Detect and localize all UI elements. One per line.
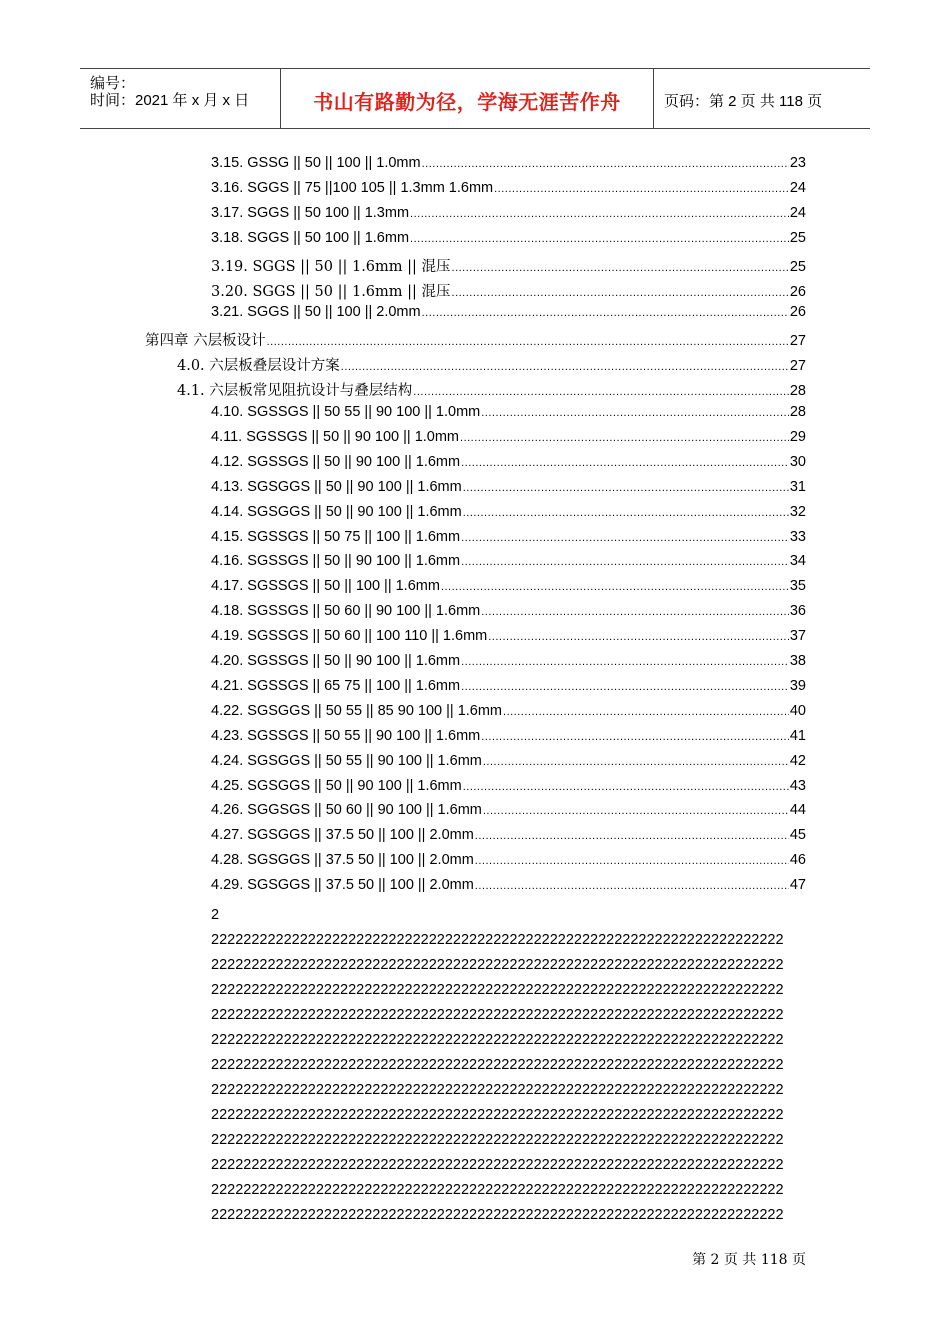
toc-entry[interactable] bbox=[211, 553, 806, 575]
toc-entry-page: 29 bbox=[789, 428, 806, 445]
filler-line: 22222222222222222222222222222222222222222222222222222222222222222222222 bbox=[211, 1007, 784, 1023]
page-header bbox=[80, 68, 870, 129]
filler-line: 22222222222222222222222222222222222222222222222222222222222222222222222 bbox=[211, 1132, 784, 1148]
toc-entry-title: 3.21. SGGS || 50 || 100 || 2.0mm bbox=[211, 304, 421, 321]
toc-entry-page: 40 bbox=[789, 702, 806, 719]
filler-line: 22222222222222222222222222222222222222222222222222222222222222222222222 bbox=[211, 957, 784, 973]
toc-entry-page: 25 bbox=[789, 229, 806, 246]
toc-entry-page: 47 bbox=[789, 877, 806, 894]
toc-leader-dots bbox=[481, 606, 789, 618]
toc-entry-page: 38 bbox=[789, 653, 806, 669]
toc-entry-page: 36 bbox=[789, 603, 806, 620]
header-motto-cell bbox=[281, 69, 654, 128]
toc-entry-title: 4.16. SGSSGS || 50 || 90 100 || 1.6mm bbox=[211, 553, 461, 570]
toc-entry-title: 4.27. SGSGGS || 37.5 50 || 100 || 2.0mm bbox=[211, 827, 474, 844]
toc-entry[interactable] bbox=[211, 628, 806, 650]
toc-entry-title: 4.23. SGSSGS || 50 55 || 90 100 || 1.6mm bbox=[211, 727, 481, 744]
filler-line: 22222222222222222222222222222222222222222222222222222222222222222222222 bbox=[211, 932, 784, 948]
toc-entry[interactable] bbox=[211, 529, 806, 551]
toc-entry-title: 4.0. 六层板叠层设计方案 bbox=[177, 358, 340, 375]
toc-leader-dots bbox=[463, 781, 789, 793]
filler-line: 22222222222222222222222222222222222222222222222222222222222222222222222 bbox=[211, 1082, 784, 1098]
toc-entry[interactable] bbox=[211, 703, 806, 725]
toc-leader-dots bbox=[475, 880, 789, 892]
toc-leader-dots bbox=[413, 386, 789, 398]
document-date: 时间：2021 年 x 月 x 日 bbox=[90, 92, 250, 109]
toc-entry[interactable] bbox=[211, 155, 806, 177]
toc-entry[interactable] bbox=[211, 728, 806, 750]
toc-entry-title: 3.17. SGGS || 50 100 || 1.3mm bbox=[211, 204, 410, 221]
header-meta-cell bbox=[80, 69, 281, 128]
toc-leader-dots bbox=[267, 336, 789, 348]
toc-leader-dots bbox=[422, 158, 789, 170]
filler-line: 22222222222222222222222222222222222222222222222222222222222222222222222 bbox=[211, 1207, 784, 1223]
toc-entry-page: 24 bbox=[789, 179, 806, 196]
toc-entry-title: 4.15. SGSSGS || 50 75 || 100 || 1.6mm bbox=[211, 528, 461, 545]
toc-leader-dots bbox=[341, 361, 789, 373]
toc-leader-dots bbox=[483, 756, 789, 768]
toc-entry[interactable] bbox=[211, 304, 806, 326]
toc-leader-dots bbox=[503, 706, 789, 718]
toc-leader-dots bbox=[481, 407, 789, 419]
toc-entry[interactable] bbox=[177, 354, 806, 376]
toc-entry-title: 4.26. SGGSGS || 50 60 || 90 100 || 1.6mm bbox=[211, 802, 482, 819]
toc-entry-page: 23 bbox=[789, 155, 806, 171]
toc-entry[interactable] bbox=[211, 802, 806, 824]
toc-entry[interactable] bbox=[211, 230, 806, 252]
toc-entry[interactable] bbox=[211, 255, 806, 277]
toc-entry-page: 28 bbox=[789, 404, 806, 420]
toc-entry[interactable] bbox=[211, 205, 806, 227]
toc-entry[interactable] bbox=[211, 504, 806, 526]
toc-entry[interactable] bbox=[211, 877, 806, 899]
toc-leader-dots bbox=[481, 731, 789, 743]
toc-leader-dots bbox=[461, 532, 789, 544]
toc-leader-dots bbox=[441, 581, 789, 593]
toc-entry-title: 3.18. SGGS || 50 100 || 1.6mm bbox=[211, 229, 410, 246]
toc-entry-title: 4.1. 六层板常见阻抗设计与叠层结构 bbox=[177, 383, 413, 400]
toc-entry-page: 26 bbox=[789, 283, 806, 300]
toc-entry[interactable] bbox=[211, 753, 806, 775]
toc-entry-page: 37 bbox=[789, 628, 806, 645]
toc-entry-page: 41 bbox=[789, 727, 806, 744]
header-page-info: 页码：第 2 页 共 118 页 bbox=[664, 93, 823, 110]
toc-leader-dots bbox=[461, 556, 789, 568]
toc-leader-dots bbox=[410, 208, 789, 220]
toc-entry-page: 45 bbox=[789, 827, 806, 844]
toc-leader-dots bbox=[475, 830, 789, 842]
toc-leader-dots bbox=[461, 681, 789, 693]
filler-line: 22222222222222222222222222222222222222222222222222222222222222222222222 bbox=[211, 1182, 784, 1198]
page-footer: 第 2 页 共 118 页 bbox=[692, 1252, 806, 1268]
toc-leader-dots bbox=[410, 233, 789, 245]
toc-entry[interactable] bbox=[211, 778, 806, 800]
toc-entry-page: 35 bbox=[789, 578, 806, 595]
filler-line: 22222222222222222222222222222222222222222222222222222222222222222222222 bbox=[211, 1157, 784, 1173]
toc-entry-page: 31 bbox=[789, 478, 806, 495]
toc-entry[interactable] bbox=[211, 429, 806, 451]
toc-leader-dots bbox=[463, 507, 789, 519]
toc-leader-dots bbox=[452, 262, 789, 274]
toc-entry-title: 4.29. SGSGGS || 37.5 50 || 100 || 2.0mm bbox=[211, 877, 474, 894]
toc-entry-title: 3.16. SGGS || 75 ||100 105 || 1.3mm 1.6mm bbox=[211, 179, 494, 196]
toc-entry-page: 33 bbox=[789, 528, 806, 545]
header-motto: 书山有路勤为径，学海无涯苦作舟 bbox=[313, 90, 621, 114]
toc-entry-page: 30 bbox=[789, 453, 806, 470]
toc-leader-dots bbox=[422, 307, 789, 319]
toc-entry-title: 4.18. SGSSGS || 50 60 || 90 100 || 1.6mm bbox=[211, 603, 481, 620]
toc-entry[interactable] bbox=[211, 454, 806, 476]
toc-entry-page: 26 bbox=[789, 304, 806, 321]
toc-entry-page: 42 bbox=[789, 752, 806, 769]
toc-leader-dots bbox=[475, 855, 789, 867]
toc-entry-title: 4.22. SGSGGS || 50 55 || 85 90 100 || 1.6mm bbox=[211, 702, 503, 719]
toc-entry-title: 3.19. SGGS || 50 || 1.6mm || 混压 bbox=[211, 258, 451, 275]
toc-leader-dots bbox=[460, 432, 789, 444]
toc-entry[interactable] bbox=[211, 827, 806, 849]
toc-entry-title: 4.17. SGSSGS || 50 || 100 || 1.6mm bbox=[211, 578, 440, 595]
toc-entry-title: 4.20. SGSSGS || 50 || 90 100 || 1.6mm bbox=[211, 653, 461, 669]
toc-entry[interactable] bbox=[145, 329, 806, 351]
toc-entry[interactable] bbox=[211, 180, 806, 202]
toc-entry-page: 46 bbox=[789, 852, 806, 869]
toc-entry-page: 39 bbox=[789, 677, 806, 694]
filler-first-line: 2 bbox=[211, 907, 220, 923]
toc-entry-title: 4.11. SGSSGS || 50 || 90 100 || 1.0mm bbox=[211, 428, 460, 445]
toc-entry-title: 4.19. SGSSGS || 50 60 || 100 110 || 1.6mm bbox=[211, 628, 488, 645]
toc-leader-dots bbox=[483, 805, 789, 817]
toc-entry-title: 4.12. SGSSGS || 50 || 90 100 || 1.6mm bbox=[211, 453, 461, 470]
toc-entry[interactable] bbox=[211, 603, 806, 625]
toc-leader-dots bbox=[463, 482, 789, 494]
filler-line: 22222222222222222222222222222222222222222222222222222222222222222222222 bbox=[211, 1057, 784, 1073]
toc-entry-title: 4.14. SGSGGS || 50 || 90 100 || 1.6mm bbox=[211, 503, 462, 520]
toc-leader-dots bbox=[461, 457, 789, 469]
toc-entry-title: 4.25. SGSGGS || 50 || 90 100 || 1.6mm bbox=[211, 777, 462, 794]
toc-entry[interactable] bbox=[211, 479, 806, 501]
toc-entry-title: 4.28. SGSGGS || 37.5 50 || 100 || 2.0mm bbox=[211, 852, 474, 869]
toc-entry-page: 25 bbox=[789, 258, 806, 275]
toc-leader-dots bbox=[452, 287, 789, 299]
toc-entry[interactable] bbox=[211, 280, 806, 302]
filler-line: 22222222222222222222222222222222222222222222222222222222222222222222222 bbox=[211, 982, 784, 998]
toc-leader-dots bbox=[488, 631, 789, 643]
header-page-cell bbox=[654, 69, 870, 128]
toc-entry-title: 4.21. SGSSGS || 65 75 || 100 || 1.6mm bbox=[211, 677, 461, 694]
toc-entry-title: 3.15. GSSG || 50 || 100 || 1.0mm bbox=[211, 155, 421, 171]
toc-entry-title: 4.13. SGSGGS || 50 || 90 100 || 1.6mm bbox=[211, 478, 462, 495]
toc-entry-page: 27 bbox=[789, 333, 806, 350]
filler-line: 22222222222222222222222222222222222222222222222222222222222222222222222 bbox=[211, 1032, 784, 1048]
document-number-label: 编号： bbox=[90, 75, 136, 92]
toc-entry[interactable] bbox=[211, 653, 806, 675]
toc-entry-page: 43 bbox=[789, 777, 806, 794]
toc-entry-title: 4.24. SGSGGS || 50 55 || 90 100 || 1.6mm bbox=[211, 752, 482, 769]
filler-lines bbox=[211, 928, 811, 1228]
toc-entry-page: 24 bbox=[789, 204, 806, 221]
toc-entry-title: 3.20. SGGS || 50 || 1.6mm || 混压 bbox=[211, 283, 451, 300]
toc-entry[interactable] bbox=[211, 678, 806, 700]
toc-leader-dots bbox=[461, 656, 789, 668]
toc-entry-title: 4.10. SGSSGS || 50 55 || 90 100 || 1.0mm bbox=[211, 404, 481, 420]
toc-entry[interactable] bbox=[211, 404, 806, 426]
toc-entry-page: 44 bbox=[789, 802, 806, 819]
toc-entry-page: 34 bbox=[789, 553, 806, 570]
toc-entry[interactable] bbox=[177, 379, 806, 401]
filler-text-block bbox=[211, 903, 811, 1228]
toc-leader-dots bbox=[494, 183, 789, 195]
toc-entry-page: 32 bbox=[789, 503, 806, 520]
toc-entry[interactable] bbox=[211, 578, 806, 600]
toc-entry-page: 28 bbox=[789, 383, 806, 400]
toc-entry-page: 27 bbox=[789, 358, 806, 375]
toc-entry-title: 第四章 六层板设计 bbox=[145, 333, 266, 350]
filler-line: 22222222222222222222222222222222222222222222222222222222222222222222222 bbox=[211, 1107, 784, 1123]
toc-entry[interactable] bbox=[211, 852, 806, 874]
